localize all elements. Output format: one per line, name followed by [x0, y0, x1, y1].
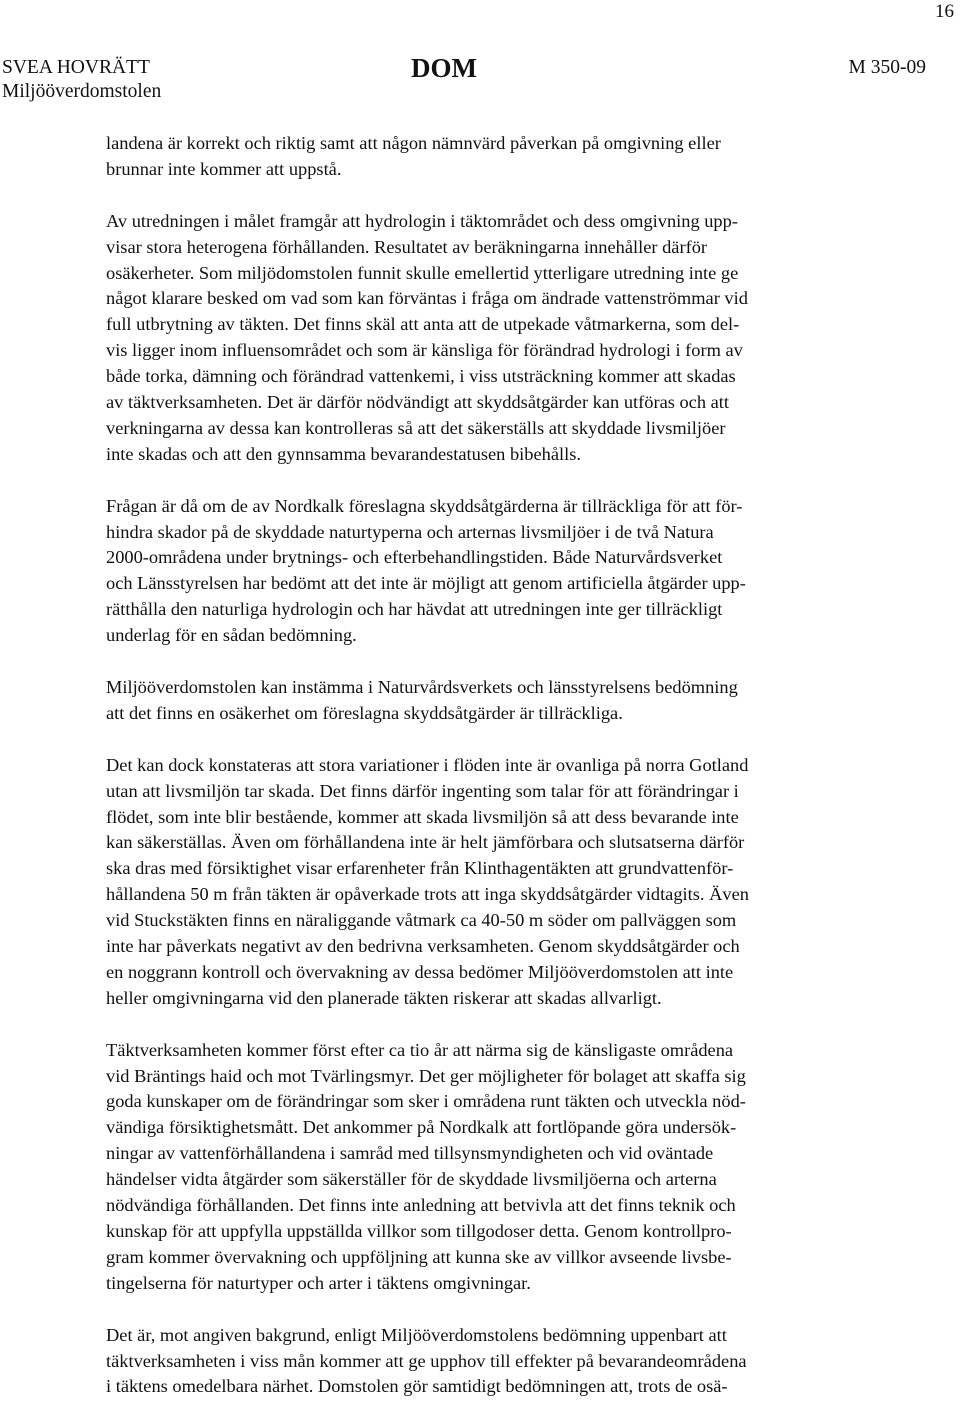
- text-line: och Länsstyrelsen har bedömt att det inte är möjligt att genom artificiella åtgärder upp-: [106, 573, 746, 594]
- case-number: M 350-09: [848, 57, 926, 78]
- text-line: vid Stuckstäkten finns en näraliggande våtmark ca 40-50 m söder om pallväggen som: [106, 910, 737, 931]
- document-body: [106, 131, 906, 1426]
- text-line: av täktverksamheten. Det är därför nödvändigt att skyddsåtgärder kan utföras och att: [106, 392, 730, 413]
- text-line: något klarare besked om vad som kan förväntas i fråga om ändrade vattenströmmar vid: [106, 288, 748, 309]
- text-line: osäkerheter. Som miljödomstolen funnit skulle emellertid ytterligare utredning inte ge: [106, 262, 739, 283]
- text-line: vändiga försiktighetsmått. Det ankommer på Nordkalk att fortlöpande göra undersök-: [106, 1117, 737, 1138]
- text-line: underlag för en sådan bedömning.: [106, 625, 357, 646]
- paragraph: [106, 1323, 906, 1401]
- text-line: täktverksamheten i viss mån kommer att ge upphov till effekter på bevarandeområdena: [106, 1350, 747, 1371]
- text-line: Av utredningen i målet framgår att hydrologin i täktområdet och dess omgivning upp-: [106, 210, 738, 231]
- text-line: ska dras med försiktighet visar erfarenheter från Klinthagentäkten att grundvattenför-: [106, 858, 734, 879]
- text-line: rätthålla den naturliga hydrologin och har hävdat att utredningen inte ger tillräckligt: [106, 599, 723, 620]
- text-line: inte har påverkats negativt av den bedrivna verksamheten. Genom skyddsåtgärder och: [106, 936, 740, 957]
- text-line: Det är, mot angiven bakgrund, enligt Miljööverdomstolens bedömning uppenbart att: [106, 1324, 727, 1345]
- page-number: 16: [935, 1, 954, 22]
- text-line: kunskap för att uppfylla uppställda villkor som tillgodoser detta. Genom kontrollpro-: [106, 1220, 732, 1241]
- text-line: vis ligger inom influensområdet och som är känsliga för förändrad hydrologi i form av: [106, 340, 743, 361]
- text-line: heller omgivningarna vid den planerade täkten riskerar att skadas allvarligt.: [106, 987, 662, 1008]
- text-line: händelser vidta åtgärder som säkerställer för de skyddade livsmiljöerna och arterna: [106, 1169, 717, 1190]
- paragraph: [106, 494, 906, 649]
- text-line: utan att livsmiljön tar skada. Det finns därför ingenting som talar för att förändringar i: [106, 780, 739, 801]
- paragraph: [106, 753, 906, 1012]
- text-line: gram kommer övervakning och uppföljning att kunna ske av villkor avseende livsbe-: [106, 1246, 732, 1267]
- text-line: att det finns en osäkerhet om föreslagna skyddsåtgärder är tillräckliga.: [106, 702, 623, 723]
- text-line: 2000-områdena under brytnings- och efterbehandlingstiden. Både Naturvårdsverket: [106, 547, 723, 568]
- text-line: verkningarna av dessa kan kontrolleras så att det säkerställs att skyddade livsmiljöer: [106, 417, 726, 438]
- text-line: ningar av vattenförhållandena i samråd med tillsynsmyndigheten och vid oväntade: [106, 1143, 714, 1164]
- text-line: full utbrytning av täkten. Det finns skäl att anta att de utpekade våtmarkerna, som del-: [106, 314, 740, 335]
- paragraph: [106, 209, 906, 468]
- document-header: [2, 53, 926, 106]
- text-line: Det kan dock konstateras att stora variationer i flöden inte är ovanliga på norra Gotland: [106, 754, 749, 775]
- paragraph: [106, 675, 906, 727]
- text-line: Miljööverdomstolen kan instämma i Naturvårdsverkets och länsstyrelsens bedömning: [106, 676, 738, 697]
- text-line: Frågan är då om de av Nordkalk föreslagna skyddsåtgärderna är tillräckliga för att för-: [106, 495, 743, 516]
- text-line: landena är korrekt och riktig samt att någon nämnvärd påverkan på omgivning eller: [106, 133, 721, 153]
- paragraph: [106, 1038, 906, 1297]
- text-line: hållandena 50 m från täkten är opåverkade trots att inga skyddsåtgärder vidtagits. Även: [106, 884, 749, 905]
- text-line: Täktverksamheten kommer först efter ca tio år att närma sig de känsligaste områdena: [106, 1039, 734, 1060]
- text-line: vid Bräntings haid och mot Tvärlingsmyr. Det ger möjligheter för bolaget att skaffa sig: [106, 1065, 746, 1086]
- text-line: en noggrann kontroll och övervakning av dessa bedömer Miljööverdomstolen att inte: [106, 961, 734, 982]
- text-line: visar stora heterogena förhållanden. Resultatet av beräkningarna innehåller därför: [106, 236, 708, 257]
- text-line: kan säkerställas. Även om förhållandena inte är helt jämförbara och slutsatserna därför: [106, 832, 745, 853]
- text-line: nödvändiga förhållanden. Det finns inte anledning att betvivla att det finns teknik och: [106, 1195, 736, 1216]
- text-line: flödet, som inte blir bestående, kommer att skada livsmiljön så att dess bevarande inte: [106, 806, 739, 827]
- paragraph: [106, 131, 906, 183]
- text-line: inte skadas och att den gynnsamma bevarandestatusen bibehålls.: [106, 443, 581, 464]
- text-line: i täktens omedelbara närhet. Domstolen gör samtidigt bedömningen att, trots de osä-: [106, 1376, 728, 1397]
- text-line: tingelserna för naturtyper och arter i täktens omgivningar.: [106, 1272, 531, 1293]
- text-line: brunnar inte kommer att uppstå.: [106, 158, 342, 179]
- document-type: DOM: [411, 53, 477, 83]
- text-line: hindra skador på de skyddade naturtyperna och arternas livsmiljöer i de två Natura: [106, 521, 714, 542]
- court-department: Miljööverdomstolen: [2, 81, 162, 102]
- text-line: goda kunskaper om de förändringar som sker i områdena runt täkten och utveckla nöd-: [106, 1091, 746, 1112]
- text-line: både torka, dämning och förändrad vattenkemi, i viss utsträckning kommer att skadas: [106, 366, 736, 387]
- court-name: SVEA HOVRÄTT: [2, 57, 150, 78]
